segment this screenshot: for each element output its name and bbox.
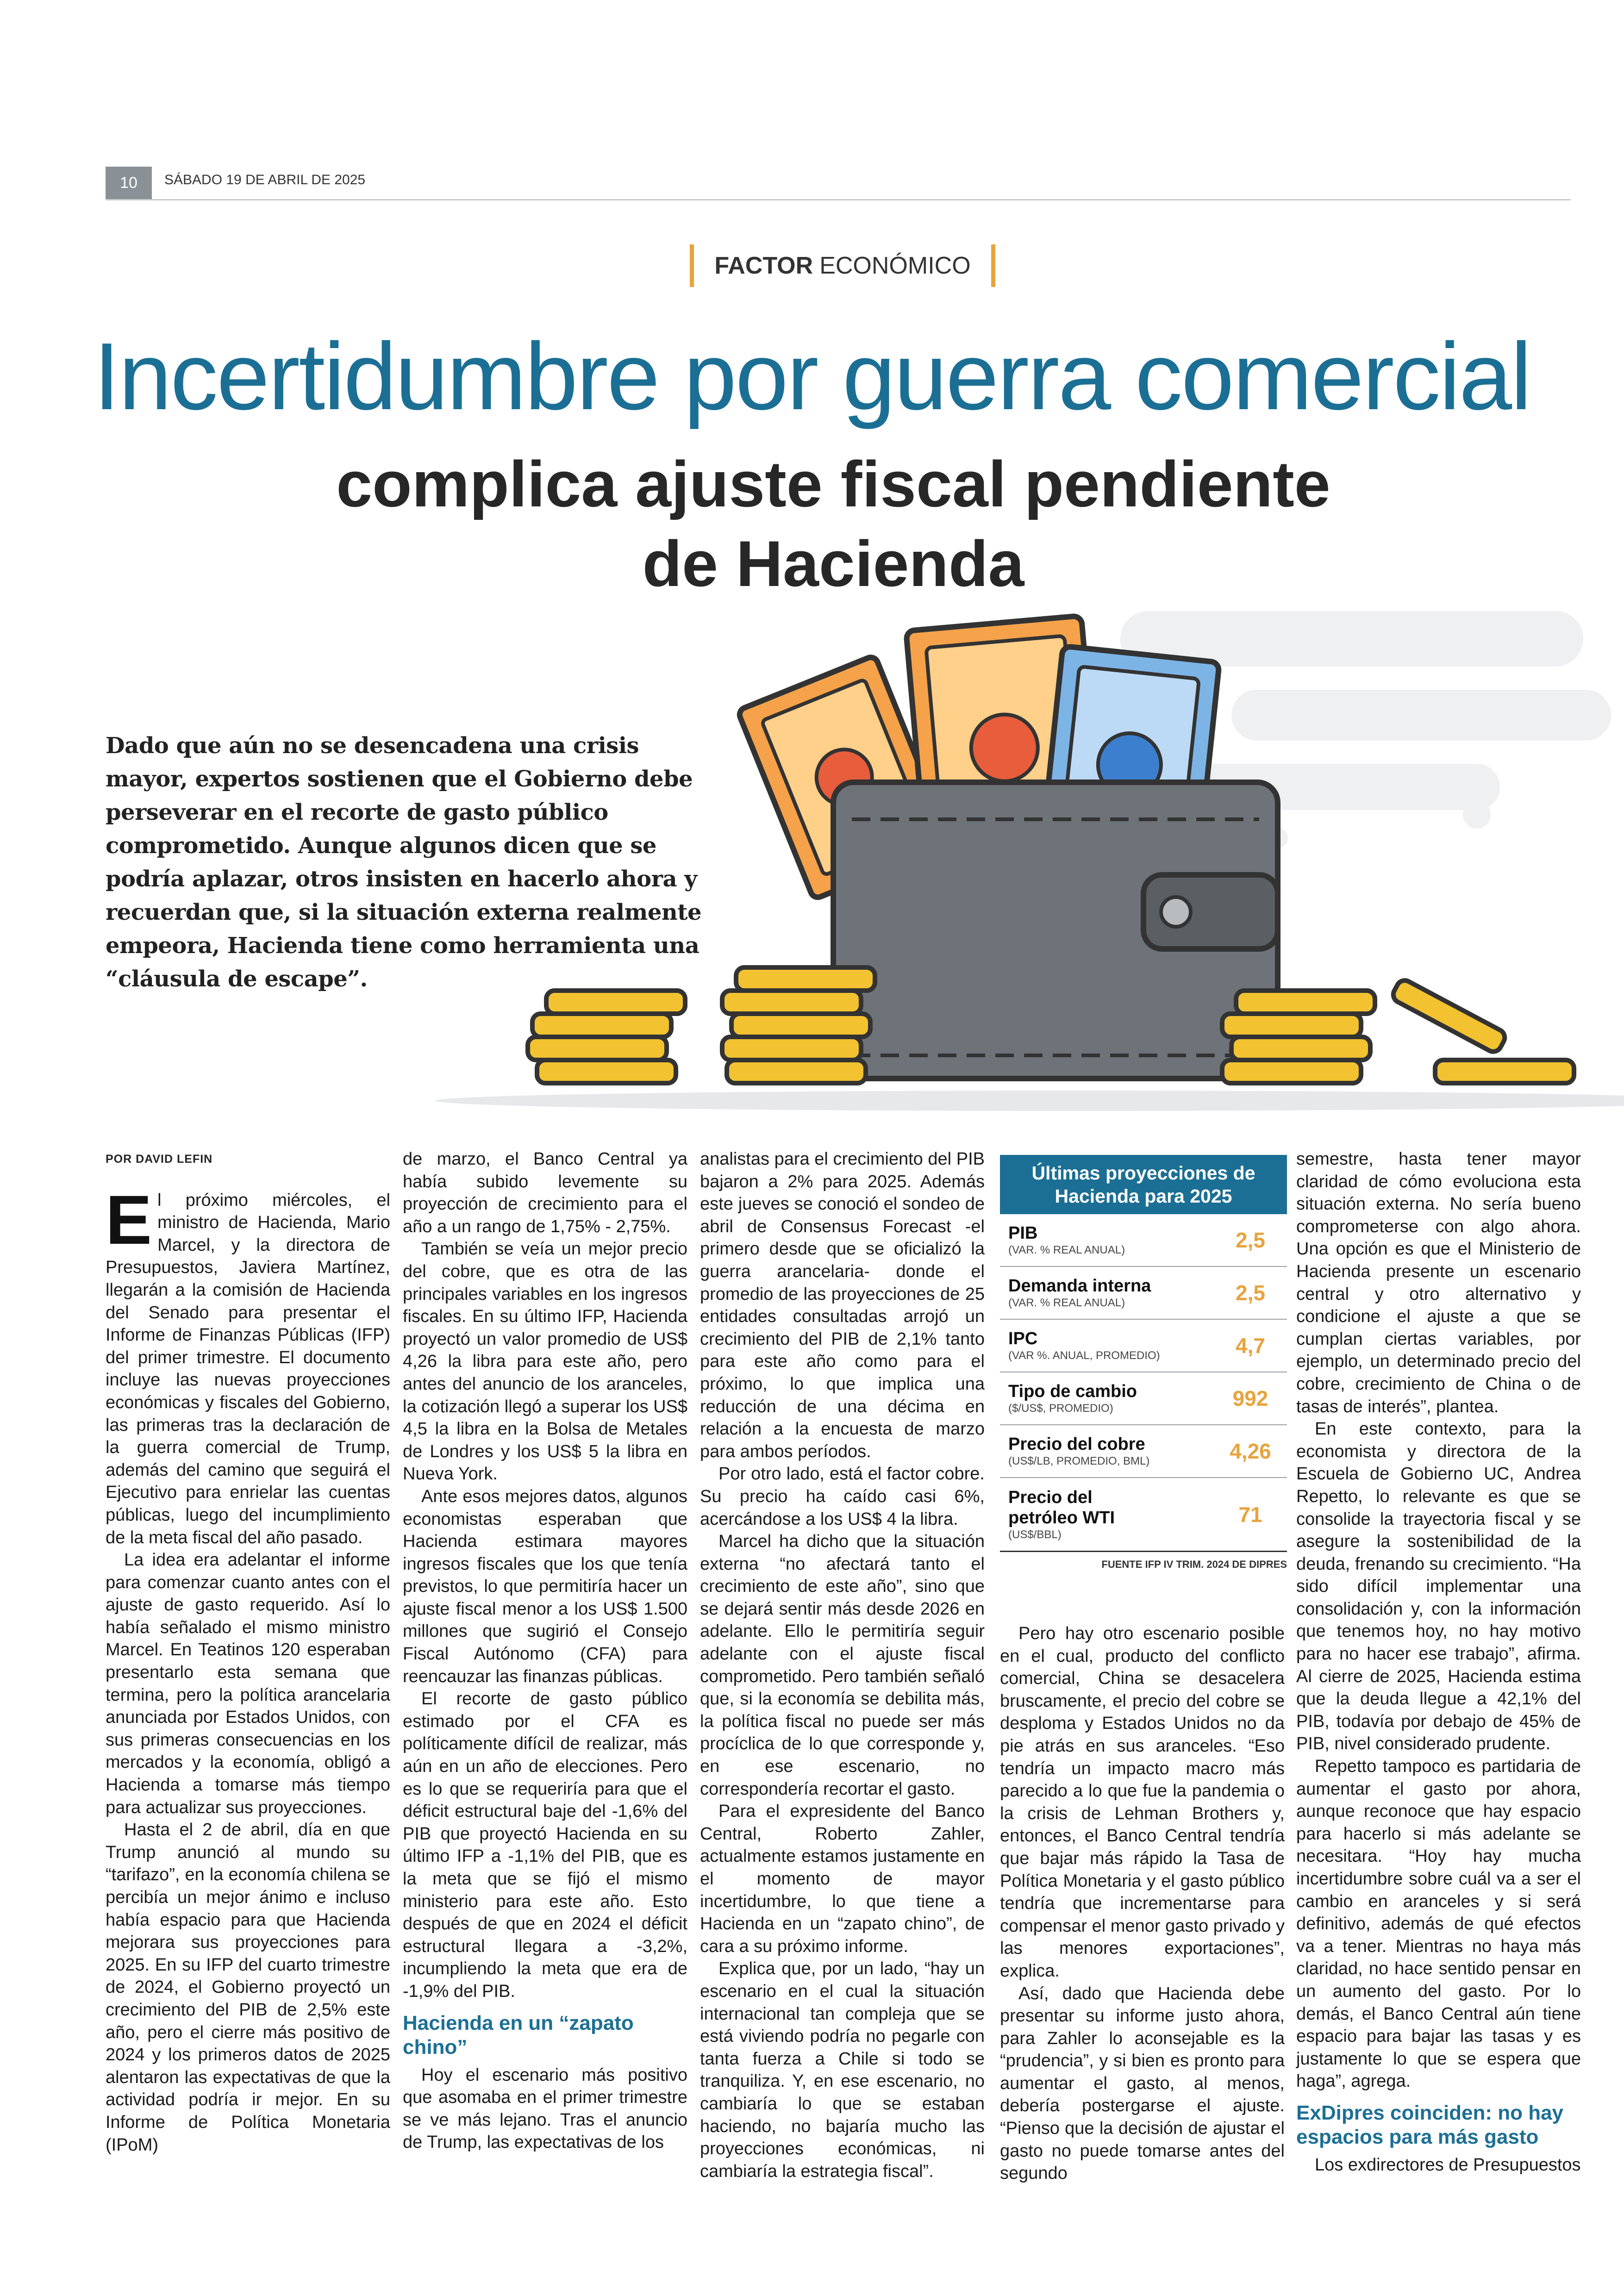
- issue-date: SÁBADO 19 DE ABRIL DE 2025: [164, 172, 366, 187]
- headline-line-1: Incertidumbre por guerra comercial: [94, 323, 1530, 430]
- row-label: Tipo de cambio: [1008, 1382, 1137, 1401]
- section-label: [690, 244, 995, 287]
- row-label: IPC: [1008, 1329, 1038, 1348]
- article-paragraph: Pero hay otro escenario posible en el cual, producto del conflicto comercial, China se desacelera bruscamente, el precio del cobre se desploma y Estados Unidos no da pie atrás en sus aranceles. “Eso tendría un impacto macro más parecido a lo que fue la pandemia o la crisis de Lehman Brothers y, entonces, el Banco Central tendría que bajar más rápido la Tasa de Política Monetaria y el gasto público tendría que incrementarse para compensar el menor gasto privado y las menores exportaciones”, explica.: [1000, 1624, 1285, 1981]
- article-paragraph: El recorte de gasto público estimado por el CFA es políticamente difícil de realizar, más aún en un año de elecciones. Pero es lo que se requeriría para que el déficit estructural baje del -1,6% del PIB que proyectó Hacienda en su último IFP a -1,1% del PIB, que es la meta que se fijó el mismo ministerio para este año. Esto después de que en 2024 el déficit estructural llegara a -3,2%, incumpliendo la meta que era de -1,9% del PIB.: [403, 1689, 687, 2001]
- table-row: [1000, 1425, 1287, 1478]
- article-paragraph: semestre, hasta tener mayor claridad de cómo evoluciona esta situación externa. No sería bueno comprometerse con algo ahora. Una opción es que el Ministerio de Hacienda presente un escenario central y otro alternativo y condicione el ajuste a que se cumplan ciertas variables, por ejemplo, un determinado precio del cobre, crecimiento de China o de tasas de interés”, plantea.: [1296, 1149, 1581, 1416]
- table-row: [1000, 1214, 1287, 1267]
- projections-table: [1000, 1155, 1287, 1571]
- row-unit: ($/US$, PROMEDIO): [1008, 1402, 1113, 1415]
- row-value: 4,7: [1236, 1334, 1265, 1358]
- section-label-normal: ECONÓMICO: [819, 252, 971, 279]
- header-rule: [106, 199, 1571, 200]
- table-title: Últimas proyecciones de Hacienda para 2025: [1000, 1155, 1287, 1214]
- subheading: ExDipres coinciden: no hay espacios para más gasto: [1296, 2101, 1564, 2148]
- article-paragraph: Los exdirectores de Presupuestos: [1315, 2155, 1581, 2175]
- article-paragraph: También se veía un mejor precio del cobre, que es otra de las principales variables en los ingresos fiscales. En su último IFP, Hacienda proyectó un valor promedio de US$ 4,26 la libra para este año, pero antes del anuncio de los aranceles, la cotización llegó a superar los US$ 4,5 la libra en la Bolsa de Metales de Londres y los US$ 5 la libra en Nueva York.: [403, 1239, 687, 1484]
- wallet-body: [833, 782, 1278, 1079]
- coin-stack-center: [722, 967, 875, 1083]
- row-value: 71: [1238, 1502, 1262, 1527]
- headline-line-2-3: [139, 444, 1528, 604]
- article-paragraph: Marcel ha dicho que la situación externa “no afectará tanto el crecimiento de este año”, sino que se dejará sentir más desde 2026 en adelante. Ello le permitiría seguir adelante con el ajuste fiscal comprometido. Pero también señaló que, si la economía se debilita más, la política fiscal no puede ser más procíclica de lo que corresponde y, en ese escenario, no correspondería recortar el gasto.: [700, 1532, 985, 1799]
- row-label: Demanda interna: [1008, 1276, 1151, 1296]
- headline-line-2: complica ajuste fiscal pendiente: [336, 448, 1330, 520]
- row-value: 992: [1232, 1386, 1268, 1410]
- row-unit: (VAR %. ANUAL, PROMEDIO): [1008, 1349, 1160, 1362]
- article-column-5: [1296, 1148, 1581, 2177]
- table-row: [1000, 1320, 1287, 1372]
- table-source: FUENTE IFP IV TRIM. 2024 DE DIPRES: [1101, 1559, 1287, 1570]
- coin-stack-left: [528, 991, 685, 1083]
- row-unit: (US$/LB, PROMEDIO, BML): [1008, 1455, 1150, 1467]
- row-value: 4,26: [1230, 1439, 1271, 1463]
- table-row: [1000, 1478, 1287, 1552]
- row-label: PIB: [1008, 1223, 1038, 1243]
- row-value: 2,5: [1236, 1228, 1265, 1252]
- row-value: 2,5: [1236, 1281, 1265, 1305]
- coin-stack-right: [1222, 978, 1574, 1083]
- ground-shadow: [435, 1091, 1624, 1111]
- article-paragraph: de marzo, el Banco Central ya había subido levemente su proyección de crecimiento para el año a un rango de 1,75% - 2,75%.: [403, 1149, 687, 1236]
- article-paragraph: Hasta el 2 de abril, día en que Trump anunció al mundo su “tarifazo”, en la economía chilena se percibía un mejor ánimo e incluso había espacio para que Hacienda mejorara sus proyecciones para 2025. En su IFP del cuarto trimestre de 2024, el Gobierno proyectó un crecimiento del PIB de 2,5% este año, pero el cierre más positivo de 2024 y los primeros datos de 2025 alentaron las expectativas de que la actividad podría ir mejor. En su Informe de Política Monetaria (IPoM): [106, 1820, 390, 2155]
- article-paragraph: La idea era adelantar el informe para comenzar cuanto antes con el ajuste de gasto requerido. Así lo había señalado el mismo ministro Marcel. En Teatinos 120 esperaban presentarlo esta semana que termina, pero la política arancelaria anunciada por Estados Unidos, con sus primeras consecuencias en los mercados y la economía, obligó a Hacienda a tomarse más tiempo para actualizar sus proyecciones.: [106, 1550, 390, 1817]
- article-paragraph: Repetto tampoco es partidaria de aumentar el gasto por ahora, aunque reconoce que hay espacio para hacerlo si más adelante se necesitara. “Hoy hay mucha incertidumbre sobre cuál va a ser el cambio en aranceles y si será definitivo, además de qué efectos va a tener. Mientras no haya más claridad, no hace sentido pensar en un aumento del gasto. Por lo demás, el Banco Central aún tiene espacio para bajar las tasas y es justamente lo que se espera que haga”, agrega.: [1296, 1757, 1581, 2091]
- article-paragraph: analistas para el crecimiento del PIB bajaron a 2% para 2025. Además este jueves se conoció el sondeo de abril de Consensus Forecast -el primero desde que se oficializó la guerra arancelaria- donde el promedio de las proyecciones de 25 entidades consultadas arrojó un crecimiento del PIB de 2,1% tanto para este año como para el próximo, lo que implica una reducción de una décima en relación a la encuesta de marzo para ambos períodos.: [700, 1149, 985, 1461]
- row-unit: (US$/BBL): [1008, 1528, 1062, 1541]
- page-number: 10: [106, 167, 152, 199]
- row-unit: (VAR. % REAL ANUAL): [1008, 1244, 1125, 1256]
- section-label-bold: FACTOR: [714, 252, 813, 279]
- article-paragraph: Ante esos mejores datos, algunos economistas esperaban que Hacienda estimara mayores ingresos fiscales que los que tenía previstos, lo que permitiría hacer un ajuste fiscal menor a los US$ 1.500 millones que sugirió el Consejo Fiscal Autónomo (CFA) para reencauzar las finanzas públicas.: [403, 1486, 687, 1686]
- lede-paragraph: Dado que aún no se desencadena una crisis mayor, expertos sostienen que el Gobierno debe perseverar en el recorte de gasto público comprometido. Aunque algunos dicen que se podría aplazar, otros insisten en hacerlo ahora y recuerdan que, si la situación externa realmente empeora, Hacienda tiene como herramienta una “cláusula de escape”.: [106, 733, 701, 992]
- table-row: [1000, 1267, 1287, 1320]
- article-paragraph: Así, dado que Hacienda debe presentar su informe justo ahora, para Zahler lo aconsejable es la “prudencia”, y si bien es pronto para aumentar el gasto, al menos, debería postergarse el ajuste. “Pienso que la decisión de ajustar el gasto no puede tomarse antes del segundo: [1000, 1983, 1285, 2183]
- article-paragraph: Para el expresidente del Banco Central, Roberto Zahler, actualmente estamos justamente en el momento de mayor incertidumbre, lo que tiene a Hacienda en un “zapato chino”, de cara a su próximo informe.: [700, 1802, 985, 1956]
- subheading: Hacienda en un “zapato chino”: [403, 2011, 634, 2058]
- article-column-4: [1000, 1622, 1285, 2185]
- article-column-3: [700, 1148, 985, 2183]
- article-paragraph: Por otro lado, está el factor cobre. Su precio ha caído casi 6%, acercándose a los US$ 4 la libra.: [700, 1464, 985, 1529]
- row-label: Precio del cobre: [1008, 1434, 1145, 1454]
- headline-line-3: de Hacienda: [642, 527, 1024, 600]
- article-column-2: [403, 1148, 687, 2154]
- row-label: Precio del petróleo WTI: [1008, 1487, 1115, 1528]
- row-unit: (VAR. % REAL ANUAL): [1008, 1297, 1125, 1309]
- article-paragraph: Hoy el escenario más positivo que asomaba en el primer trimestre se ve más lejano. Tras el anuncio de Trump, las expectativas de los: [403, 2065, 687, 2152]
- drop-cap: E: [106, 1180, 152, 1259]
- article-paragraph: En este contexto, para la economista y directora de la Escuela de Gobierno UC, Andrea Repetto, lo relevante es que se consolide la trayectoria fiscal y se asegure la sostenibilidad de la deuda, frenando su crecimiento. “Ha sido difícil implementar una consolidación y, con la información que tenemos hoy, no hay motivo para no hacer ese trabajo”, afirma. Al cierre de 2025, Hacienda estima que la deuda llegue a 42,1% del PIB, todavía por debajo de 45% de PIB, nivel considerado prudente.: [1296, 1419, 1581, 1754]
- article-paragraph: El próximo miércoles, el ministro de Hacienda, Mario Marcel, y la directora de Presupuestos, Javiera Martínez, llegarán a la comisión de Hacienda del Senado para presentar el Informe de Finanzas Públicas (IFP) del primer trimestre. El documento incluye las nuevas proyecciones económicas y fiscales del Gobierno, las primeras tras la declaración de la guerra comercial de Trump, además del camino que seguirá el Ejecutivo para enrielar las cuentas públicas, luego del incumplimiento de la meta fiscal del año pasado.: [106, 1180, 390, 1547]
- byline: POR DAVID LEFIN: [106, 1153, 213, 1166]
- article-paragraph: Explica que, por un lado, “hay un escenario en el cual la situación internacional tan compleja que se está viviendo podría no pegarle con tanta fuerza a Chile si todo se tranquiliza. Y, en ese escenario, no cambiaría lo que se estaban haciendo, no bajaría mucho las proyecciones económicas, ni cambiaría la estrategia fiscal”.: [700, 1959, 985, 2181]
- table-row: [1000, 1372, 1287, 1425]
- article-column-1: [106, 1148, 390, 2156]
